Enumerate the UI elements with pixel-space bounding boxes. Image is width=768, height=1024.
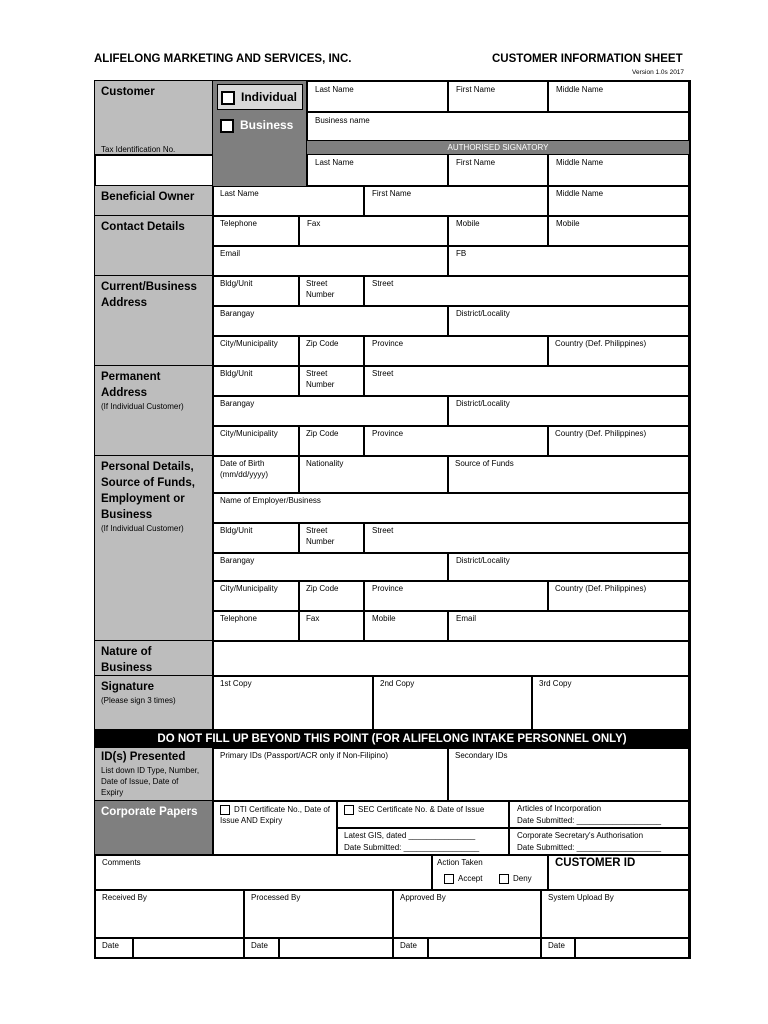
permanent-street-number-label: Street Number bbox=[306, 369, 335, 389]
employer-telephone-field[interactable] bbox=[213, 611, 299, 641]
signatory-middle-name-field[interactable] bbox=[548, 154, 689, 186]
employer-country-field[interactable] bbox=[548, 581, 689, 611]
sec-option bbox=[344, 804, 484, 815]
nature-of-business-section bbox=[95, 641, 213, 676]
sec-field[interactable] bbox=[337, 801, 509, 828]
current-city-field[interactable] bbox=[213, 336, 299, 366]
current-country-label: Country (Def. Philippines) bbox=[555, 339, 647, 348]
deny-option[interactable] bbox=[499, 873, 532, 884]
secondary-ids-field[interactable] bbox=[448, 748, 689, 801]
customer-middle-name-field[interactable] bbox=[548, 81, 689, 112]
current-city-label: City/Municipality bbox=[220, 339, 278, 348]
corporate-papers-section bbox=[95, 801, 213, 855]
contact-telephone-label: Telephone bbox=[220, 219, 257, 228]
current-barangay-label: Barangay bbox=[220, 309, 255, 318]
version-label: Version 1.0s 2017 bbox=[632, 69, 685, 76]
signature-note: (Please sign 3 times) bbox=[101, 696, 176, 705]
contact-fb-label: FB bbox=[456, 249, 467, 258]
company-name: ALIFELONG MARKETING AND SERVICES, INC. bbox=[94, 53, 352, 65]
contact-email-field[interactable] bbox=[213, 246, 448, 276]
current-province-label: Province bbox=[372, 339, 404, 348]
approved-date-field[interactable] bbox=[428, 938, 541, 958]
approved-date-label-cell bbox=[393, 938, 428, 958]
employer-zip-field[interactable] bbox=[299, 581, 364, 611]
contact-email-label: Email bbox=[220, 249, 241, 258]
received-date-label-cell bbox=[95, 938, 133, 958]
comments-field[interactable] bbox=[95, 855, 432, 890]
current-barangay-field[interactable] bbox=[213, 306, 448, 336]
customer-first-name-label: First Name bbox=[456, 85, 496, 94]
signature-copy-1-field[interactable] bbox=[213, 676, 373, 730]
customer-last-name-field[interactable] bbox=[307, 81, 448, 112]
action-taken-label: Action Taken bbox=[437, 858, 483, 867]
system-upload-by-field[interactable] bbox=[541, 890, 689, 938]
dob-field[interactable] bbox=[213, 456, 299, 493]
approved-by-label: Approved By bbox=[400, 893, 446, 902]
permanent-bldg-field[interactable] bbox=[213, 366, 299, 396]
accept-checkbox[interactable] bbox=[444, 874, 454, 884]
current-street-label: Street bbox=[372, 279, 394, 288]
processed-date-label-cell bbox=[244, 938, 279, 958]
upload-date-label-cell bbox=[541, 938, 575, 958]
current-bldg-label: Bldg/Unit bbox=[220, 279, 253, 288]
permanent-address-note: (If Individual Customer) bbox=[101, 402, 184, 411]
permanent-zip-label: Zip Code bbox=[306, 429, 339, 438]
source-of-funds-label: Source of Funds bbox=[455, 459, 514, 468]
intake-only-bar: DO NOT FILL UP BEYOND THIS POINT (FOR ALIFELONG INTAKE PERSONNEL ONLY) bbox=[95, 730, 689, 748]
employer-province-label: Province bbox=[372, 584, 404, 593]
authorised-signatory-bar: AUTHORISED SIGNATORY bbox=[307, 141, 689, 154]
form-title: CUSTOMER INFORMATION SHEET bbox=[492, 53, 683, 65]
permanent-province-label: Province bbox=[372, 429, 404, 438]
tin-input[interactable] bbox=[95, 155, 213, 186]
dob-label: Date of Birth (mm/dd/yyyy) bbox=[220, 459, 268, 479]
primary-ids-label: Primary IDs (Passport/ACR only if Non-Filipino) bbox=[220, 751, 389, 760]
contact-fb-field[interactable] bbox=[448, 246, 689, 276]
permanent-province-field[interactable] bbox=[364, 426, 548, 456]
customer-id-field[interactable] bbox=[548, 855, 689, 890]
beneficial-middle-name-label: Middle Name bbox=[556, 189, 604, 198]
employer-bldg-label: Bldg/Unit bbox=[220, 526, 253, 535]
employer-telephone-label: Telephone bbox=[220, 614, 257, 623]
nationality-label: Nationality bbox=[306, 459, 344, 468]
approved-by-field[interactable] bbox=[393, 890, 541, 938]
signature-copy-1-label: 1st Copy bbox=[220, 679, 252, 688]
beneficial-first-name-field[interactable] bbox=[364, 186, 548, 216]
contact-mobile-label: Mobile bbox=[456, 219, 480, 228]
permanent-street-label: Street bbox=[372, 369, 394, 378]
signature-title: Signature bbox=[101, 681, 155, 693]
articles-date-label: Date Submitted: ___________________ bbox=[517, 816, 662, 825]
processed-by-label: Processed By bbox=[251, 893, 301, 902]
gis-date-label: Date Submitted: _________________ bbox=[344, 843, 480, 852]
business-name-field[interactable] bbox=[307, 112, 689, 141]
individual-checkbox[interactable] bbox=[221, 91, 235, 105]
signatory-first-name-field[interactable] bbox=[448, 154, 548, 186]
current-zip-field[interactable] bbox=[299, 336, 364, 366]
current-district-field[interactable] bbox=[448, 306, 689, 336]
sec-label: SEC Certificate No. & Date of Issue bbox=[358, 805, 485, 814]
business-option[interactable] bbox=[217, 113, 306, 137]
customer-middle-name-label: Middle Name bbox=[556, 85, 604, 94]
employer-street-label: Street bbox=[372, 526, 394, 535]
articles-label: Articles of Incorporation bbox=[517, 804, 602, 813]
employer-city-field[interactable] bbox=[213, 581, 299, 611]
articles-field[interactable] bbox=[509, 801, 689, 828]
employer-country-label: Country (Def. Philippines) bbox=[555, 584, 647, 593]
current-address-section bbox=[95, 276, 213, 366]
ids-presented-title: ID(s) Presented bbox=[101, 751, 186, 763]
permanent-zip-field[interactable] bbox=[299, 426, 364, 456]
beneficial-first-name-label: First Name bbox=[372, 189, 412, 198]
dti-option bbox=[220, 804, 334, 826]
received-date-label: Date bbox=[102, 941, 119, 950]
secretary-label: Corporate Secretary's Authorisation bbox=[517, 831, 644, 840]
current-address-title: Current/Business Address bbox=[101, 281, 197, 309]
employer-district-label: District/Locality bbox=[456, 556, 510, 565]
processed-date-label: Date bbox=[251, 941, 268, 950]
permanent-street-field[interactable] bbox=[364, 366, 689, 396]
comments-label: Comments bbox=[102, 858, 141, 867]
deny-label: Deny bbox=[513, 874, 532, 883]
permanent-bldg-label: Bldg/Unit bbox=[220, 369, 253, 378]
signature-section bbox=[95, 676, 213, 730]
permanent-district-label: District/Locality bbox=[456, 399, 510, 408]
employer-field[interactable] bbox=[213, 493, 689, 523]
upload-date-label: Date bbox=[548, 941, 565, 950]
action-taken-field bbox=[432, 855, 548, 890]
customer-id-label: CUSTOMER ID bbox=[555, 857, 636, 869]
permanent-street-number-field[interactable] bbox=[299, 366, 364, 396]
contact-mobile-2-field[interactable] bbox=[548, 216, 689, 246]
individual-option[interactable] bbox=[217, 84, 303, 110]
employer-fax-field[interactable] bbox=[299, 611, 364, 641]
employer-street-number-label: Street Number bbox=[306, 526, 335, 546]
contact-fax-label: Fax bbox=[307, 219, 321, 228]
contact-fax-field[interactable] bbox=[299, 216, 448, 246]
customer-title: Customer bbox=[101, 86, 155, 98]
individual-label: Individual bbox=[241, 90, 298, 104]
employer-zip-label: Zip Code bbox=[306, 584, 339, 593]
received-by-label: Received By bbox=[102, 893, 147, 902]
primary-ids-field[interactable] bbox=[213, 748, 448, 801]
permanent-city-label: City/Municipality bbox=[220, 429, 278, 438]
current-street-number-field[interactable] bbox=[299, 276, 364, 306]
ids-presented-section bbox=[95, 748, 213, 801]
personal-details-section bbox=[95, 456, 213, 641]
beneficial-owner-title: Beneficial Owner bbox=[101, 191, 195, 203]
current-district-label: District/Locality bbox=[456, 309, 510, 318]
employer-email-label: Email bbox=[456, 614, 477, 623]
customer-last-name-label: Last Name bbox=[315, 85, 354, 94]
signatory-first-name-label: First Name bbox=[456, 158, 496, 167]
permanent-barangay-label: Barangay bbox=[220, 399, 255, 408]
contact-details-title: Contact Details bbox=[101, 221, 185, 233]
employer-street-number-field[interactable] bbox=[299, 523, 364, 553]
signatory-last-name-field[interactable] bbox=[307, 154, 448, 186]
current-country-field[interactable] bbox=[548, 336, 689, 366]
secretary-date-label: Date Submitted: ___________________ bbox=[517, 843, 662, 852]
employer-city-label: City/Municipality bbox=[220, 584, 278, 593]
contact-mobile-field[interactable] bbox=[448, 216, 548, 246]
beneficial-last-name-field[interactable] bbox=[213, 186, 364, 216]
employer-mobile-field[interactable] bbox=[364, 611, 448, 641]
business-label: Business bbox=[240, 118, 294, 132]
corporate-papers-title: Corporate Papers bbox=[101, 806, 198, 818]
signatory-last-name-label: Last Name bbox=[315, 158, 354, 167]
dti-field[interactable] bbox=[213, 801, 337, 855]
current-zip-label: Zip Code bbox=[306, 339, 339, 348]
permanent-city-field[interactable] bbox=[213, 426, 299, 456]
permanent-country-label: Country (Def. Philippines) bbox=[555, 429, 647, 438]
customer-first-name-field[interactable] bbox=[448, 81, 548, 112]
upload-date-field[interactable] bbox=[575, 938, 689, 958]
employer-street-field[interactable] bbox=[364, 523, 689, 553]
contact-details-section bbox=[95, 216, 213, 276]
processed-date-field[interactable] bbox=[279, 938, 393, 958]
accept-option[interactable] bbox=[444, 873, 482, 884]
processed-by-field[interactable] bbox=[244, 890, 393, 938]
gis-field[interactable] bbox=[337, 828, 509, 855]
employer-barangay-label: Barangay bbox=[220, 556, 255, 565]
received-date-field[interactable] bbox=[133, 938, 244, 958]
beneficial-owner-section bbox=[95, 186, 213, 216]
current-province-field[interactable] bbox=[364, 336, 548, 366]
ids-presented-note: List down ID Type, Number, Date of Issue, Date of Expiry bbox=[101, 766, 200, 797]
sec-checkbox[interactable] bbox=[344, 805, 354, 815]
signature-copy-3-label: 3rd Copy bbox=[539, 679, 572, 688]
business-name-label: Business name bbox=[315, 116, 370, 125]
permanent-country-field[interactable] bbox=[548, 426, 689, 456]
contact-mobile-2-label: Mobile bbox=[556, 219, 580, 228]
permanent-district-field[interactable] bbox=[448, 396, 689, 426]
current-street-number-label: Street Number bbox=[306, 279, 335, 299]
permanent-address-title: Permanent Address bbox=[101, 371, 161, 399]
system-upload-by-label: System Upload By bbox=[548, 893, 614, 902]
received-by-field[interactable] bbox=[95, 890, 244, 938]
employer-mobile-label: Mobile bbox=[372, 614, 396, 623]
gis-label: Latest GIS, dated _______________ bbox=[344, 831, 476, 840]
secretary-field[interactable] bbox=[509, 828, 689, 855]
signature-copy-2-label: 2nd Copy bbox=[380, 679, 415, 688]
employer-fax-label: Fax bbox=[306, 614, 320, 623]
employer-province-field[interactable] bbox=[364, 581, 548, 611]
permanent-barangay-field[interactable] bbox=[213, 396, 448, 426]
nature-of-business-field[interactable] bbox=[213, 641, 689, 676]
employer-barangay-field[interactable] bbox=[213, 553, 448, 581]
personal-details-note: (If Individual Customer) bbox=[101, 524, 184, 533]
employer-district-field[interactable] bbox=[448, 553, 689, 581]
current-bldg-field[interactable] bbox=[213, 276, 299, 306]
dti-checkbox[interactable] bbox=[220, 805, 230, 815]
secondary-ids-label: Secondary IDs bbox=[455, 751, 508, 760]
current-street-field[interactable] bbox=[364, 276, 689, 306]
nature-of-business-title: Nature of Business bbox=[101, 646, 153, 674]
employer-label: Name of Employer/Business bbox=[220, 496, 321, 505]
signature-copy-2-field[interactable] bbox=[373, 676, 532, 730]
approved-date-label: Date bbox=[400, 941, 417, 950]
source-of-funds-field[interactable] bbox=[448, 456, 689, 493]
accept-label: Accept bbox=[458, 874, 483, 883]
beneficial-middle-name-field[interactable] bbox=[548, 186, 689, 216]
dti-label: DTI Certificate No., Date of Issue AND Expiry bbox=[220, 805, 331, 825]
contact-telephone-field[interactable] bbox=[213, 216, 299, 246]
employer-email-field[interactable] bbox=[448, 611, 689, 641]
permanent-address-section bbox=[95, 366, 213, 456]
business-checkbox[interactable] bbox=[220, 119, 234, 133]
personal-details-title: Personal Details, Source of Funds, Employment or Business bbox=[101, 461, 195, 521]
nationality-field[interactable] bbox=[299, 456, 448, 493]
signature-copy-3-field[interactable] bbox=[532, 676, 689, 730]
deny-checkbox[interactable] bbox=[499, 874, 509, 884]
employer-bldg-field[interactable] bbox=[213, 523, 299, 553]
beneficial-last-name-label: Last Name bbox=[220, 189, 259, 198]
tin-label: Tax Identification No. bbox=[101, 145, 176, 154]
signatory-middle-name-label: Middle Name bbox=[556, 158, 604, 167]
